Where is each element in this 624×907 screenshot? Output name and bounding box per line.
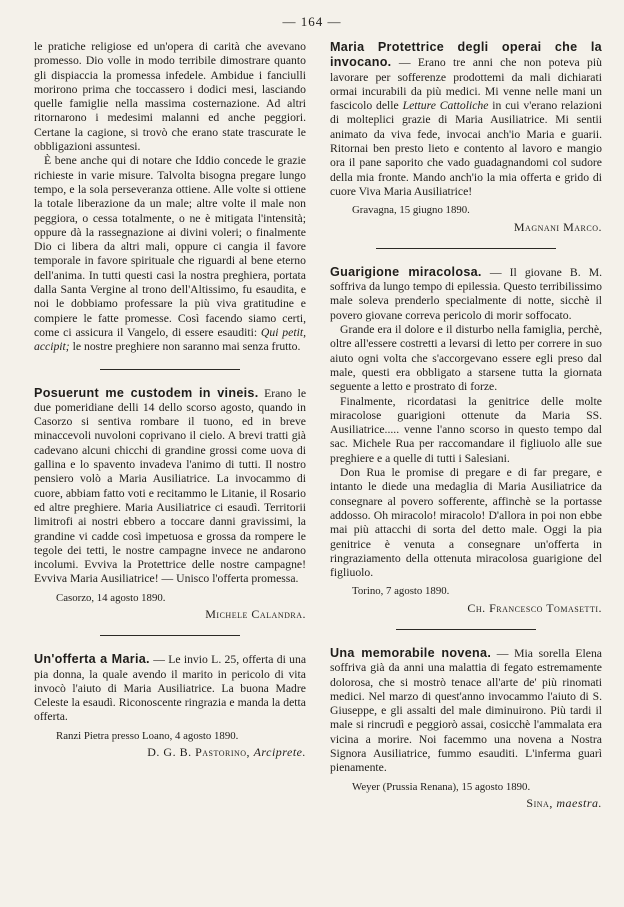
article-headline: Maria Protettrice degli operai che la invocano. (330, 40, 602, 70)
article-headline: Un'offerta a Maria. (34, 652, 150, 667)
article-dateline: Weyer (Prussia Renana), 15 agosto 1890. (352, 780, 531, 793)
article-dateline: Gravagna, 15 giugno 1890. (352, 204, 470, 217)
article-dateline: Ranzi Pietra presso Loano, 4 agosto 1890. (56, 729, 239, 742)
article-signature: Michele Calandra. (205, 606, 306, 621)
article-body-italic: Letture Cattoliche (402, 99, 489, 113)
intro-paragraph-2 (34, 154, 306, 354)
article-offerta (34, 652, 306, 759)
article-body-end: in cui v'erano relazioni di molteplici grazie di Maria Ausiliatrice. Mi sentii animato da viva fede, invocai anch'io Maria e guarii. Ritornai ben presto lieto e contento al lavoro e mangio ora il pane saporito che vado guadagnandomi col sudore della mia fronte. Mando anch'io la mia offerta e grido di cuore Viva Maria Ausiliatrice! (330, 99, 602, 198)
article-signature (330, 796, 602, 810)
article-paragraph-2: Grande era il dolore e il disturbo nella famiglia, perchè, oltre all'essere costretti a levarsi di letto per correre in suo aiuto ogni volta che s'accorgevano essere egli preso dal male, questi era obbligato a starsene tutta la giornata seguente a letto e prostrato di forze. (330, 323, 602, 394)
article-headline: Guarigione miracolosa. (330, 264, 482, 279)
article-guarigione (330, 265, 602, 615)
article-body: — Erano tre anni che non poteva più lavorare per sofferenze prodottemi da mali dichiarati ormai incurabili da più medici. Mi venne nelle mani un fascicolo delle (330, 56, 602, 113)
intro-p2-end: le nostre preghiere non saranno mai senza frutto. (72, 340, 301, 354)
article-dateline: Casorzo, 14 agosto 1890. (56, 591, 166, 604)
article-body: — Il giovane B. M. soffriva da lungo tempo di epilessia. Questo terribilissimo male soleva prenderlo specialmente di notte, sicchè il povero giovane correva pericolo di morir soffocato. (330, 265, 603, 322)
article-body: — Mia sorella Elena soffriva già da anni una malattia di fegato estremamente dolorosa, che si mostrò tenace all'arte de' più rinomati medici. Nel marzo di quest'anno invocammo l'aiuto di S. Giuseppe, e gli assalti del male diminuirono. Più tardi il male si rincrudì e peggiorò assai, cosicchè l'ammalata era vicina a morire. Noi facemmo una novena a Nostra Signora Ausiliatrice, fummo esauditi. L'inferma guarì pienamente. (330, 646, 602, 775)
article-protettrice (330, 40, 602, 234)
article-paragraph (330, 646, 602, 776)
intro-p2-latin: Qui petit, accipit; (34, 325, 306, 354)
article-paragraph (34, 652, 306, 724)
page-number: — 164 — (282, 14, 342, 29)
article-paragraph-4: Don Rua le promise di pregare e di far pregare, e intanto le diede una medaglia di Maria Ausiliatrice da consegnare al povero sofferente, affinchè se la portasse addosso. Oh miracolo! miracolo! D'allora in poi non ebbe mai più attacchi di sorta del detto male. Oggi la pia genitrice è venuta a consegnare un'offerta in ringraziamento della ottenuta miracolosa guarigione del figliuolo. (330, 466, 602, 580)
article-novena (330, 646, 602, 810)
signature-role: maestra. (556, 795, 602, 810)
separator-rule (376, 248, 556, 249)
article-dateline: Torino, 7 agosto 1890. (352, 585, 450, 598)
intro-continuation (34, 40, 306, 355)
intro-p2-text: È bene anche qui di notare che Iddio concede le grazie richieste in varie misure. Talvolta bisogna pregare lungo tempo, e la sola perseveranza ottiene. Alle volte si ottiene la totale liberazione da un male; altre volte il male non peggiora, o cessa totalmente, o ne è mitigata l'intensità; oppure dà la rassegnazione ai divini voleri; o finalmente Dio ci libera da altri mali, oppure ci cangia il favore temporale in favore spirituale che riguardi al bene eterno dell'anima. In tutti questi casi la nostra preghiera, portata dalla Santa Vergine al trono dell'Altissimo, fu esaudita, e noi le dobbiamo professare la più viva gratitudine e compiere le fatte promesse. Così facendo siamo certi, come ci assicura il Vangelo, di essere esauditi: (34, 154, 306, 339)
article-paragraph (330, 265, 602, 323)
article-paragraph (330, 40, 602, 199)
article-headline: Posuerunt me custodem in vineis. (34, 385, 259, 400)
article-paragraph-3: Finalmente, ricordatasi la genitrice delle molte miracolose guarigioni ottenute da Maria SS. Ausiliatrice..... venne l'anno scorso in questo tempo dal sac. Michele Rua per raccomandare il figliuolo alle sue preghiere e a quelle di tutti i Salesiani. (330, 394, 602, 465)
article-posuerunt (34, 386, 306, 622)
article-body: — Le invio L. 25, offerta di una pia donna, la quale avendo il marito in pericolo di vita invocò l'aiuto di Maria Ausiliatrice. La buona Madre Celeste la esaudì. Riconoscente ringrazia e manda la detta offerta. (34, 653, 307, 724)
article-signature (34, 745, 306, 759)
signature-name: D. G. B. Pastorino, (147, 745, 251, 760)
intro-paragraph-1: le pratiche religiose ed un'opera di carità che avevano promesso. Dio volle in modo terribile dimostrare quanto gli dispiaccia la promessa infedele. Ambidue i fanciulli morirono prima che toccassero i dodici mesi, lasciando quelle famiglie nella massima costernazione. Ad altri ritornarono i medesimi malanni ed anche peggiori. Certane la cagione, si trovò che erano state trascurate le obbligazioni assuntesi. (34, 40, 306, 154)
left-column (34, 40, 306, 767)
signature-role: Arciprete. (253, 745, 306, 760)
article-body: Erano le due pomeridiane delli 14 dello scorso agosto, quando in Casorzo si sentiva rombare il tuono, ed in breve minaccevoli nuvoloni coprivano il cielo. A brevi tratti già cadevano alcuni chicchi di grandine grossi come uova di gallina e lo spavento invadeva l'animo di tutti. Il nostro pensiero volò a Maria Ausiliatrice. La invocammo di cuore, abbiam fatto voti e recitammo le Litanie, il Rosario ed altre preghiere. Maria Ausiliatrice ci esaudì. Territorii limitrofi ai nostri ebbero a toccare danni gravissimi, la grandine vi cadde così impetuosa e grossa da rompere le tegole dei tetti, le nostre campagne invece ne andarono incolumi. Evviva la Protettrice delle nostre campagne! Evviva Maria Ausiliatrice! — Unisco l'offerta promessa. (34, 386, 307, 586)
article-signature: Magnani Marco. (513, 219, 602, 234)
separator-rule (100, 369, 240, 370)
article-signature: Ch. Francesco Tomasetti. (467, 600, 602, 615)
signature-name: Sina, (526, 795, 553, 810)
article-paragraph (34, 386, 306, 587)
separator-rule (100, 635, 240, 636)
separator-rule (396, 629, 536, 630)
right-column (330, 40, 602, 818)
article-headline: Una memorabile novena. (330, 645, 492, 660)
